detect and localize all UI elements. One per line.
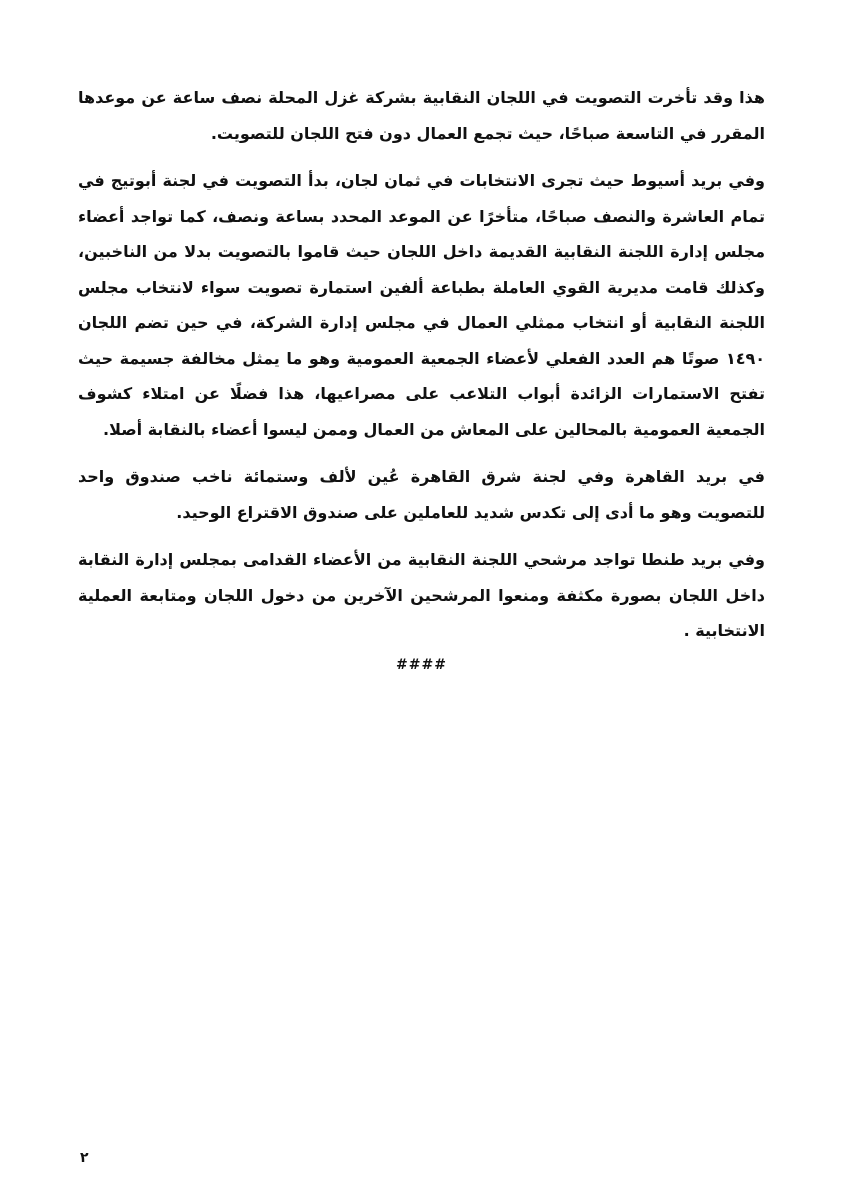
page-number: ٢	[80, 1150, 89, 1166]
paragraph-ghazl-el-mahalla: هذا وقد تأخرت التصويت في اللجان النقابية بشركة غزل المحلة نصف ساعة عن موعدها المقرر في التاسعة صباحًا، حيث تجمع العمال دون فتح اللجان للتصويت.	[78, 88, 765, 143]
paragraph-cairo-post: في بريد القاهرة وفي لجنة شرق القاهرة عُين لألف وستمائة ناخب صندوق واحد للتصويت وهو ما أدى إلى تكدس شديد للعاملين على صندوق الاقتراع الوحيد.	[78, 467, 765, 522]
end-mark: ####	[396, 656, 447, 673]
paragraph-assiut-post: وفي بريد أسيوط حيث تجرى الانتخابات في ثمان لجان، بدأ التصويت في لجنة أبوتيج في تمام العاشرة والنصف صباحًا، متأخرًا عن الموعد المحدد بساعة ونصف، كما تواجد أعضاء مجلس إدارة اللجنة النقابية القديمة داخل اللجان حيث قاموا بالتصويت بدلا من الناخبين، وكذلك قامت مديرية القوي العاملة بطباعة ألفين استمارة تصويت سواء لانتخاب مجلس اللجنة النقابية أو انتخاب ممثلي العمال في مجلس إدارة الشركة، في حين تضم اللجان ١٤٩٠ صوتًا هم العدد الفعلي لأعضاء الجمعية العمومية وهو ما يمثل مخالفة جسيمة حيث تفتح الاستمارات الزائدة أبواب التلاعب على مصراعيها، هذا فضلًا عن امتلاء كشوف الجمعية العمومية بالمحالين على المعاش من العمال وممن ليسوا أعضاء بالنقابة أصلا.	[78, 171, 765, 439]
document-body	[78, 80, 765, 675]
paragraph-tanta-post: وفي بريد طنطا تواجد مرشحي اللجنة النقابية من الأعضاء القدامى بمجلس إدارة النقابة داخل اللجان بصورة مكثفة ومنعوا المرشحين الآخرين من دخول اللجان ومتابعة العملية الانتخابية .	[78, 550, 765, 640]
